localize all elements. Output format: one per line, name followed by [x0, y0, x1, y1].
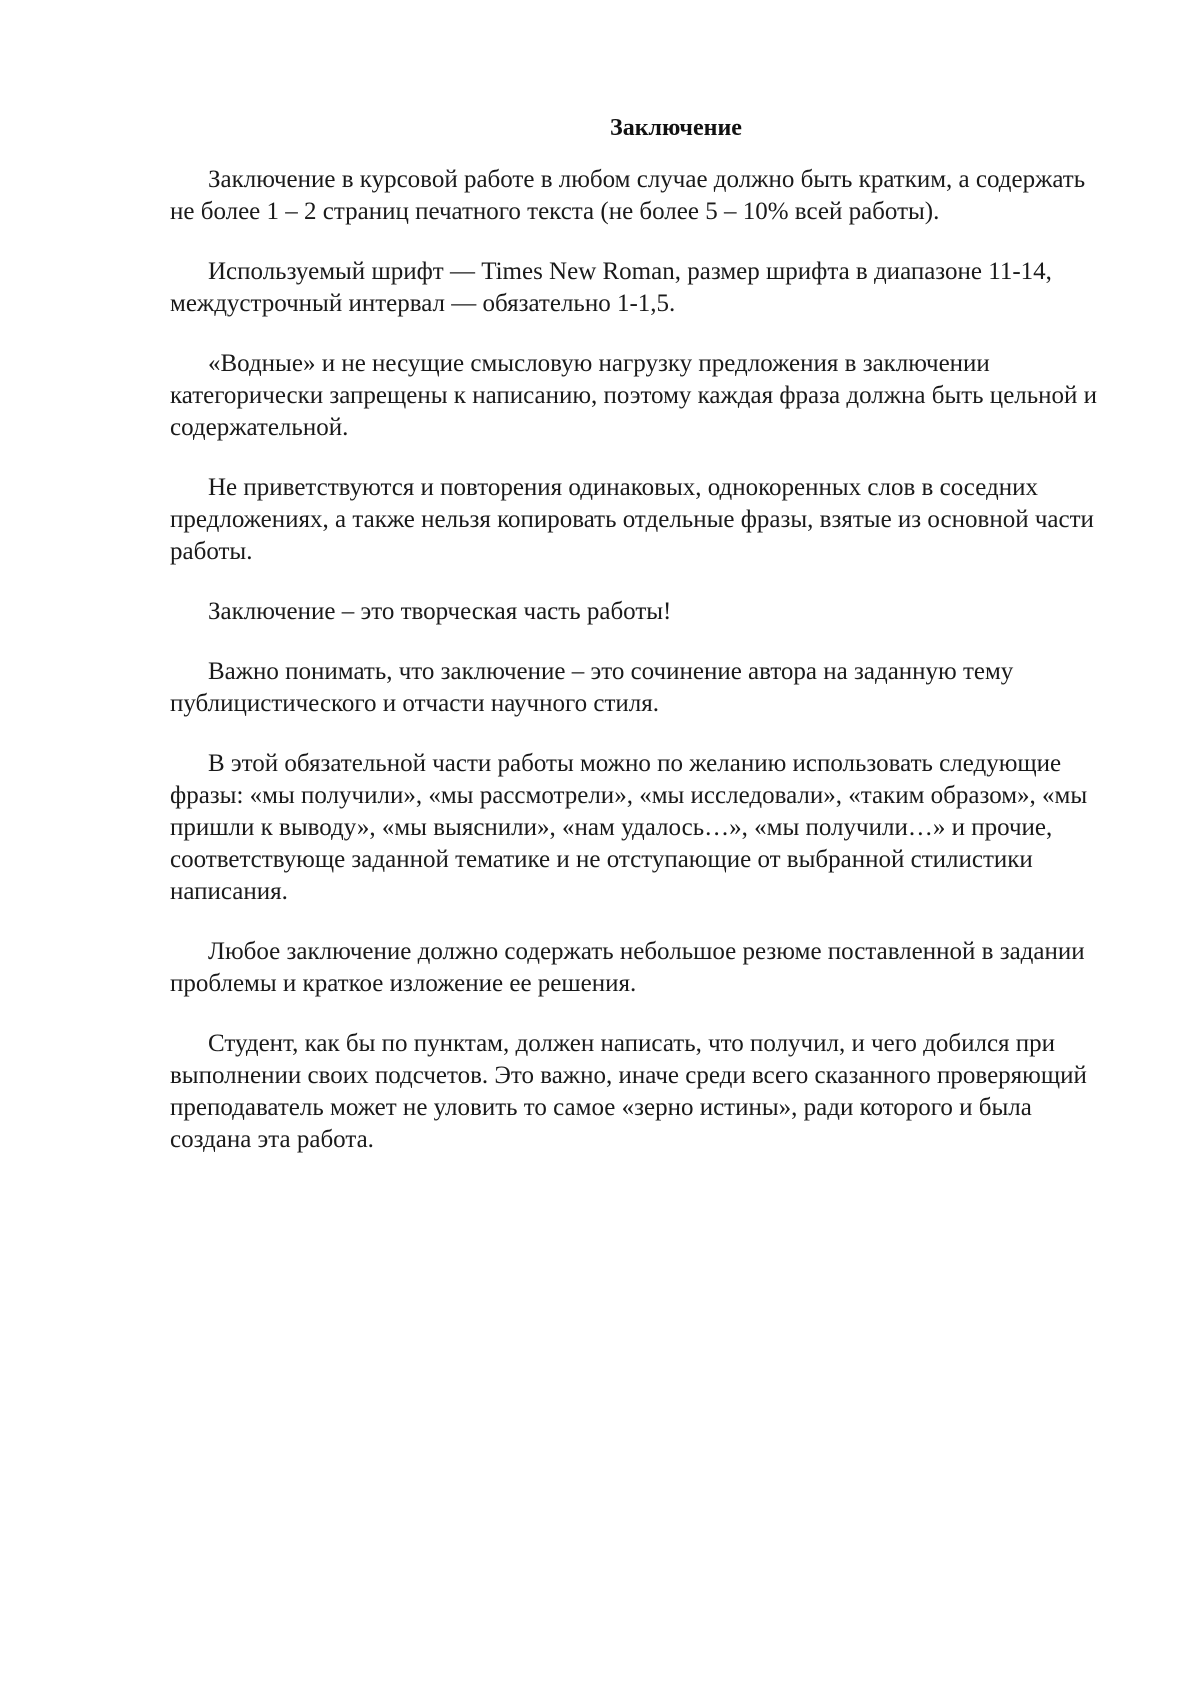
paragraph: Не приветствуются и повторения одинаковых, однокоренных слов в соседних предложениях, а также нельзя копировать отдельные фразы, взятые из основной части работы. [170, 474, 1094, 565]
paragraph: Любое заключение должно содержать небольшое резюме поставленной в задании проблемы и краткое изложение ее решения. [170, 938, 1085, 997]
paragraph: В этой обязательной части работы можно по желанию использовать следующие фразы: «мы получили», «мы рассмотрели», «мы исследовали», «таким образом», «мы пришли к выводу», «мы выяснили», «нам удалось…», «мы получили…» и прочие, соответствующе заданной тематике и не отступающие от выбранной стилистики написания. [170, 750, 1088, 905]
paragraph: Студент, как бы по пунктам, должен написать, что получил, и чего добился при выполнении своих подсчетов. Это важно, иначе среди всего сказанного проверяющий преподаватель может не уловить то самое «зерно истины», ради которого и была создана эта работа. [170, 1030, 1087, 1153]
paragraph: Заключение – это творческая часть работы! [208, 598, 672, 625]
paragraph: Используемый шрифт — Times New Roman, размер шрифта в диапазоне 11-14, междустрочный интервал — обязательно 1-1,5. [170, 258, 1052, 317]
paragraph: Заключение в курсовой работе в любом случае должно быть кратким, а содержать не более 1 – 2 страниц печатного текста (не более 5 – 10% всей работы). [170, 166, 1086, 225]
page-title: Заключение [610, 115, 742, 141]
paragraph: «Водные» и не несущие смысловую нагрузку предложения в заключении категорически запрещены к написанию, поэтому каждая фраза должна быть цельной и содержательной. [170, 350, 1098, 441]
document-body [170, 112, 1112, 1184]
paragraph: Важно понимать, что заключение – это сочинение автора на заданную тему публицистического и отчасти научного стиля. [170, 658, 1014, 717]
